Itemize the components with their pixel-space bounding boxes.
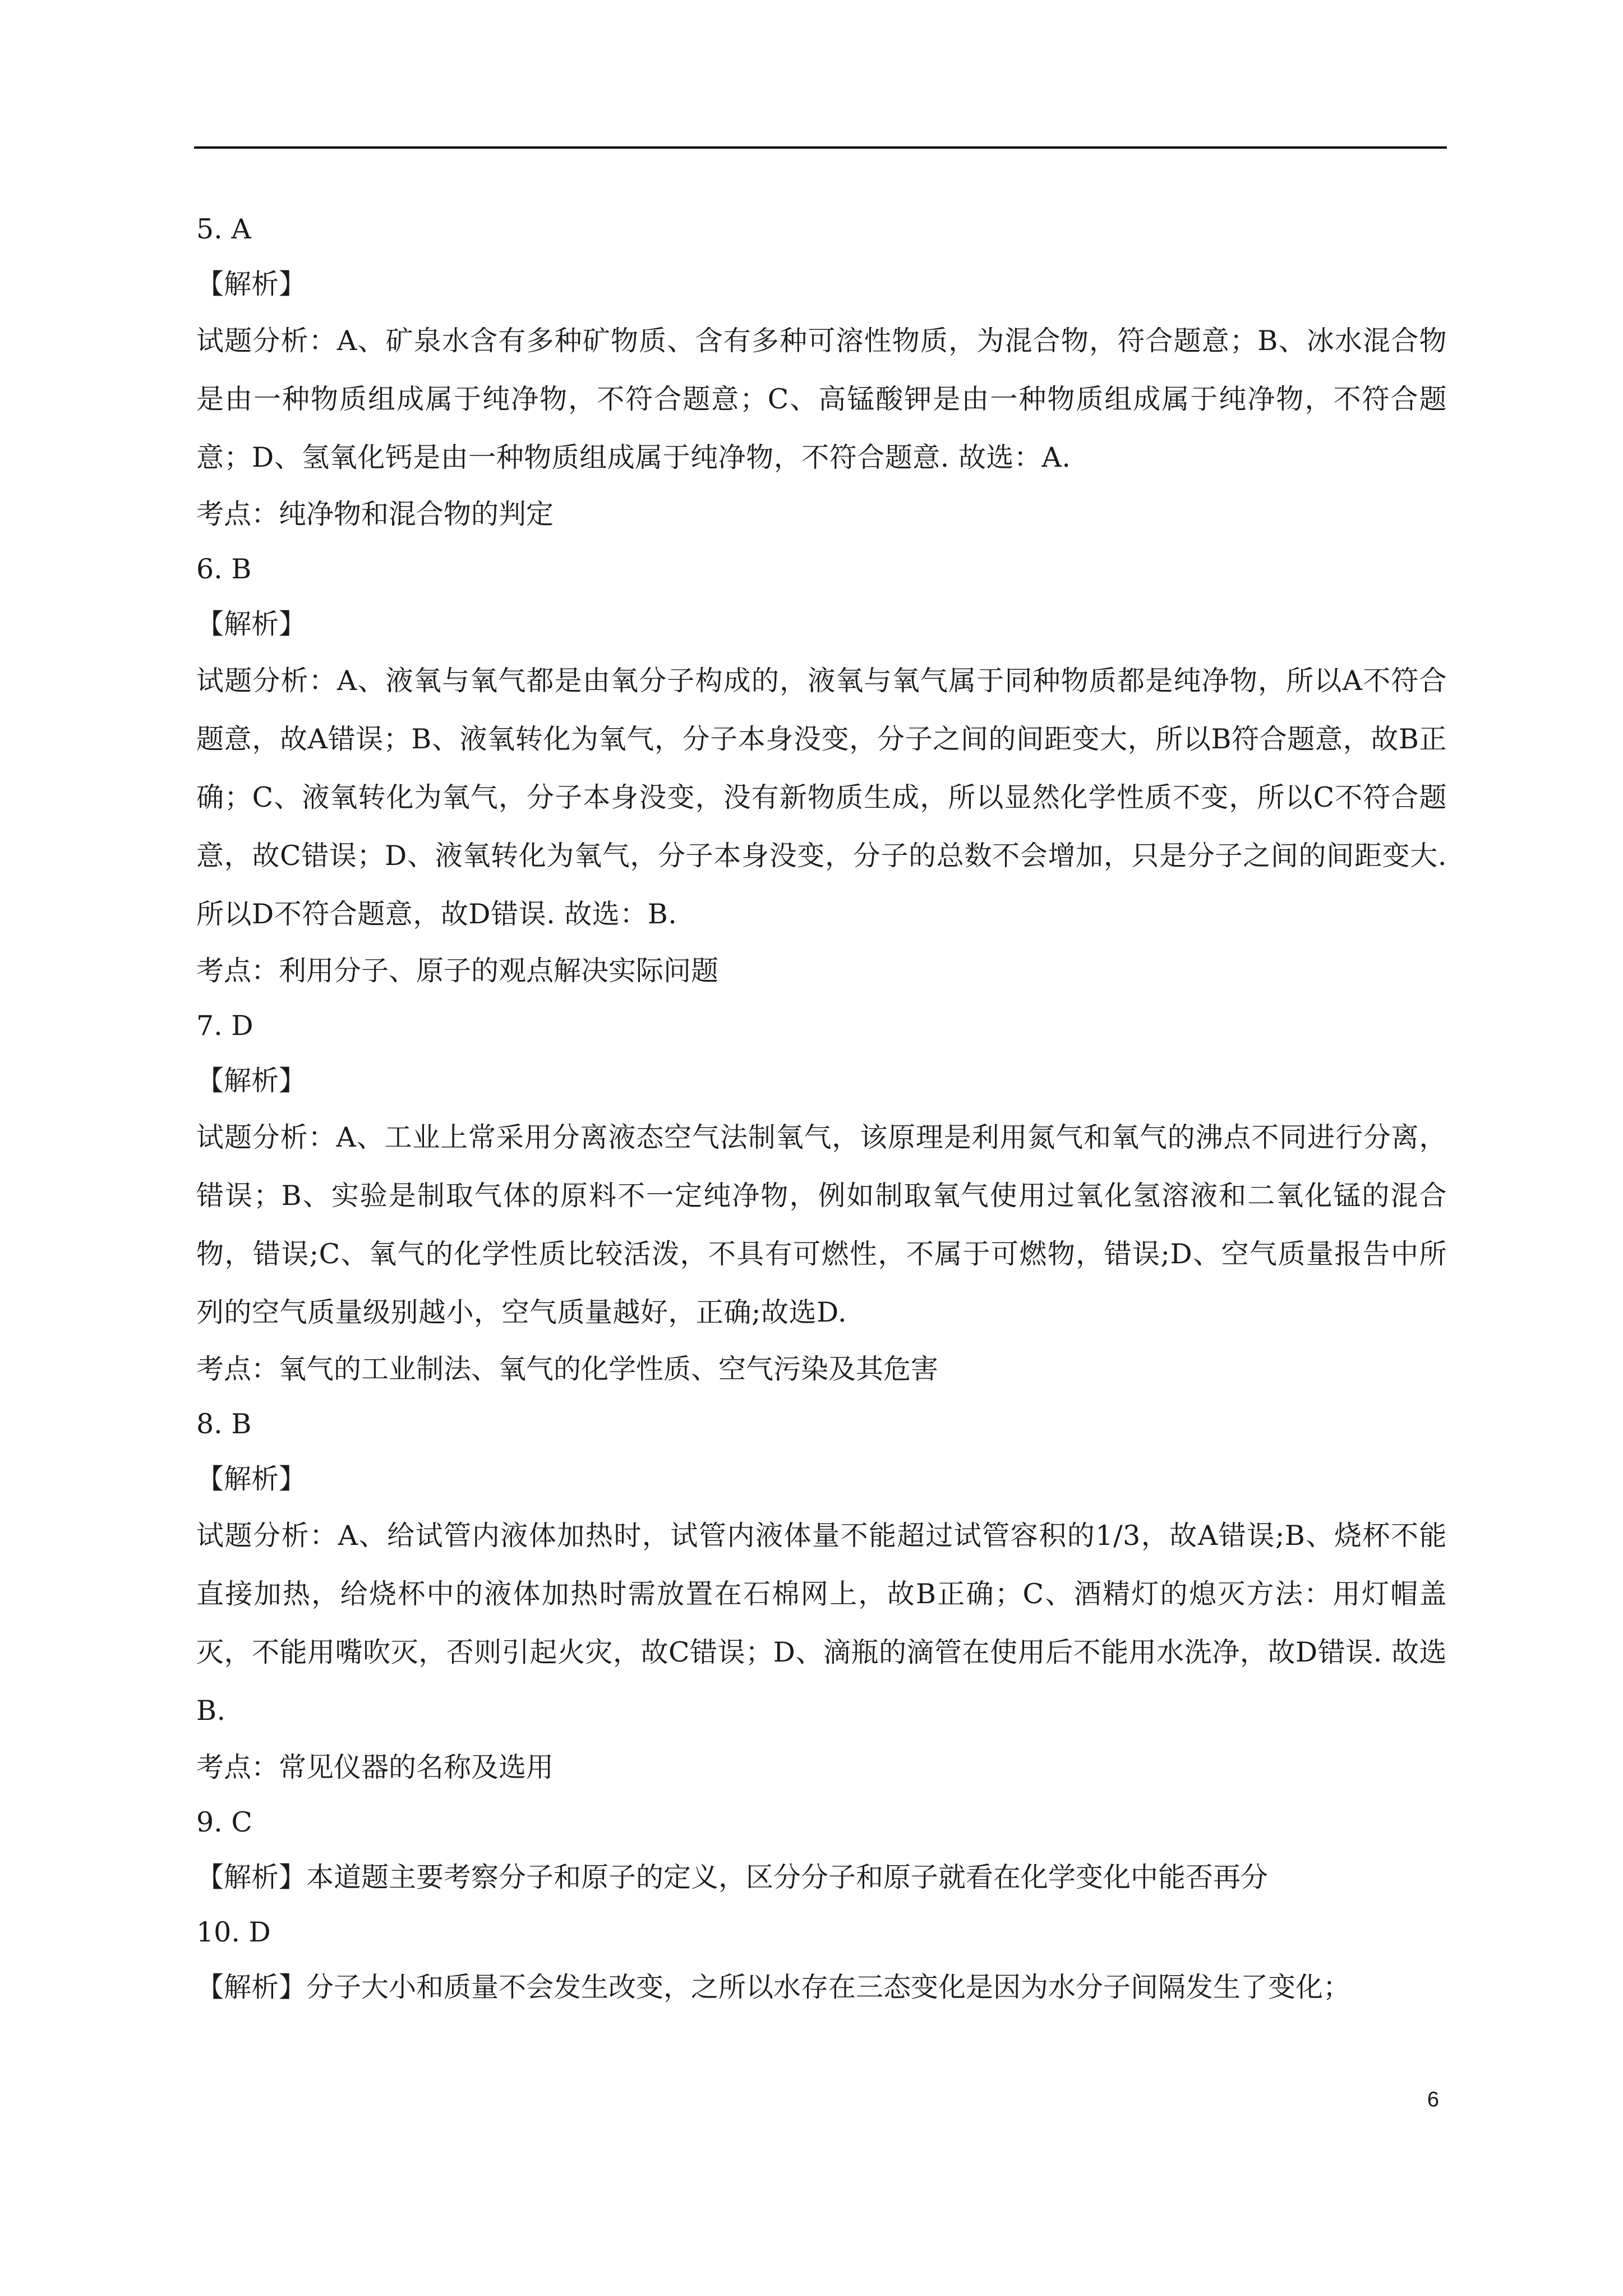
analysis-text: 试题分析：A、矿泉水含有多种矿物质、含有多种可溶性物质，为混合物，符合题意；B、冰水混合物是由一种物质组成属于纯净物，不符合题意；C、高锰酸钾是由一种物质组成属于纯净物，不符合题意；D、氢氧化钙是由一种物质组成属于纯净物，不符合题意. 故选：A. bbox=[196, 325, 1447, 473]
analysis-text: 试题分析：A、给试管内液体加热时，试管内液体量不能超过试管容积的1/3，故A错误;B、烧杯不能直接加热，给烧杯中的液体加热时需放置在石棉网上，故B正确；C、酒精灯的熄灭方法：用灯帽盖灭，不能用嘴吹灭，否则引起火灾，故C错误；D、滴瓶的滴管在使用后不能用水洗净，故D错误. 故选B. bbox=[196, 1520, 1447, 1727]
answer-number: 9. C bbox=[196, 1806, 252, 1838]
analysis-heading: 【解析】 bbox=[196, 268, 307, 300]
answer-item-7 bbox=[196, 999, 1447, 1397]
kaodian-text: 考点：利用分子、原子的观点解决实际问题 bbox=[196, 955, 719, 987]
answer-number: 5. A bbox=[196, 213, 251, 245]
answer-number: 10. D bbox=[196, 1916, 271, 1948]
kaodian-text: 考点：常见仪器的名称及选用 bbox=[196, 1751, 554, 1783]
answer-number: 8. B bbox=[196, 1408, 252, 1440]
kaodian-text: 考点：纯净物和混合物的判定 bbox=[196, 498, 554, 530]
answer-content bbox=[196, 202, 1447, 2015]
answer-item-8 bbox=[196, 1397, 1447, 1795]
analysis-heading: 【解析】 bbox=[196, 1463, 307, 1495]
answer-number: 7. D bbox=[196, 1010, 253, 1042]
page-number: 6 bbox=[1427, 2088, 1439, 2111]
answer-item-5 bbox=[196, 202, 1447, 542]
analysis-inline-text: 【解析】本道题主要考察分子和原子的定义，区分分子和原子就看在化学变化中能否再分 bbox=[196, 1861, 1269, 1893]
answer-item-6 bbox=[196, 542, 1447, 999]
answer-item-9 bbox=[196, 1795, 1447, 1905]
analysis-text: 试题分析：A、液氧与氧气都是由氧分子构成的，液氧与氧气属于同种物质都是纯净物，所以A不符合题意，故A错误；B、液氧转化为氧气，分子本身没变，分子之间的间距变大，所以B符合题意，故B正确；C、液氧转化为氧气，分子本身没变，没有新物质生成，所以显然化学性质不变，所以C不符合题意，故C错误；D、液氧转化为氧气，分子本身没变，分子的总数不会增加，只是分子之间的间距变大. 所以D不符合题意，故D错误. 故选：B. bbox=[196, 665, 1447, 930]
analysis-heading: 【解析】 bbox=[196, 608, 307, 640]
analysis-heading: 【解析】 bbox=[196, 1065, 307, 1097]
answer-number: 6. B bbox=[196, 553, 252, 585]
analysis-text: 试题分析：A、工业上常采用分离液态空气法制氧气，该原理是利用氮气和氧气的沸点不同进行分离，错误；B、实验是制取气体的原料不一定纯净物，例如制取氧气使用过氧化氢溶液和二氧化锰的混合物，错误;C、氧气的化学性质比较活泼，不具有可燃性，不属于可燃物，错误;D、空气质量报告中所列的空气质量级别越小，空气质量越好，正确;故选D. bbox=[196, 1121, 1447, 1328]
analysis-inline-text: 【解析】分子大小和质量不会发生改变，之所以水存在三态变化是因为水分子间隔发生了变化； bbox=[196, 1971, 1351, 2003]
answer-item-10 bbox=[196, 1905, 1447, 2015]
header-rule bbox=[194, 146, 1447, 149]
kaodian-text: 考点：氧气的工业制法、氧气的化学性质、空气污染及其危害 bbox=[196, 1353, 939, 1385]
